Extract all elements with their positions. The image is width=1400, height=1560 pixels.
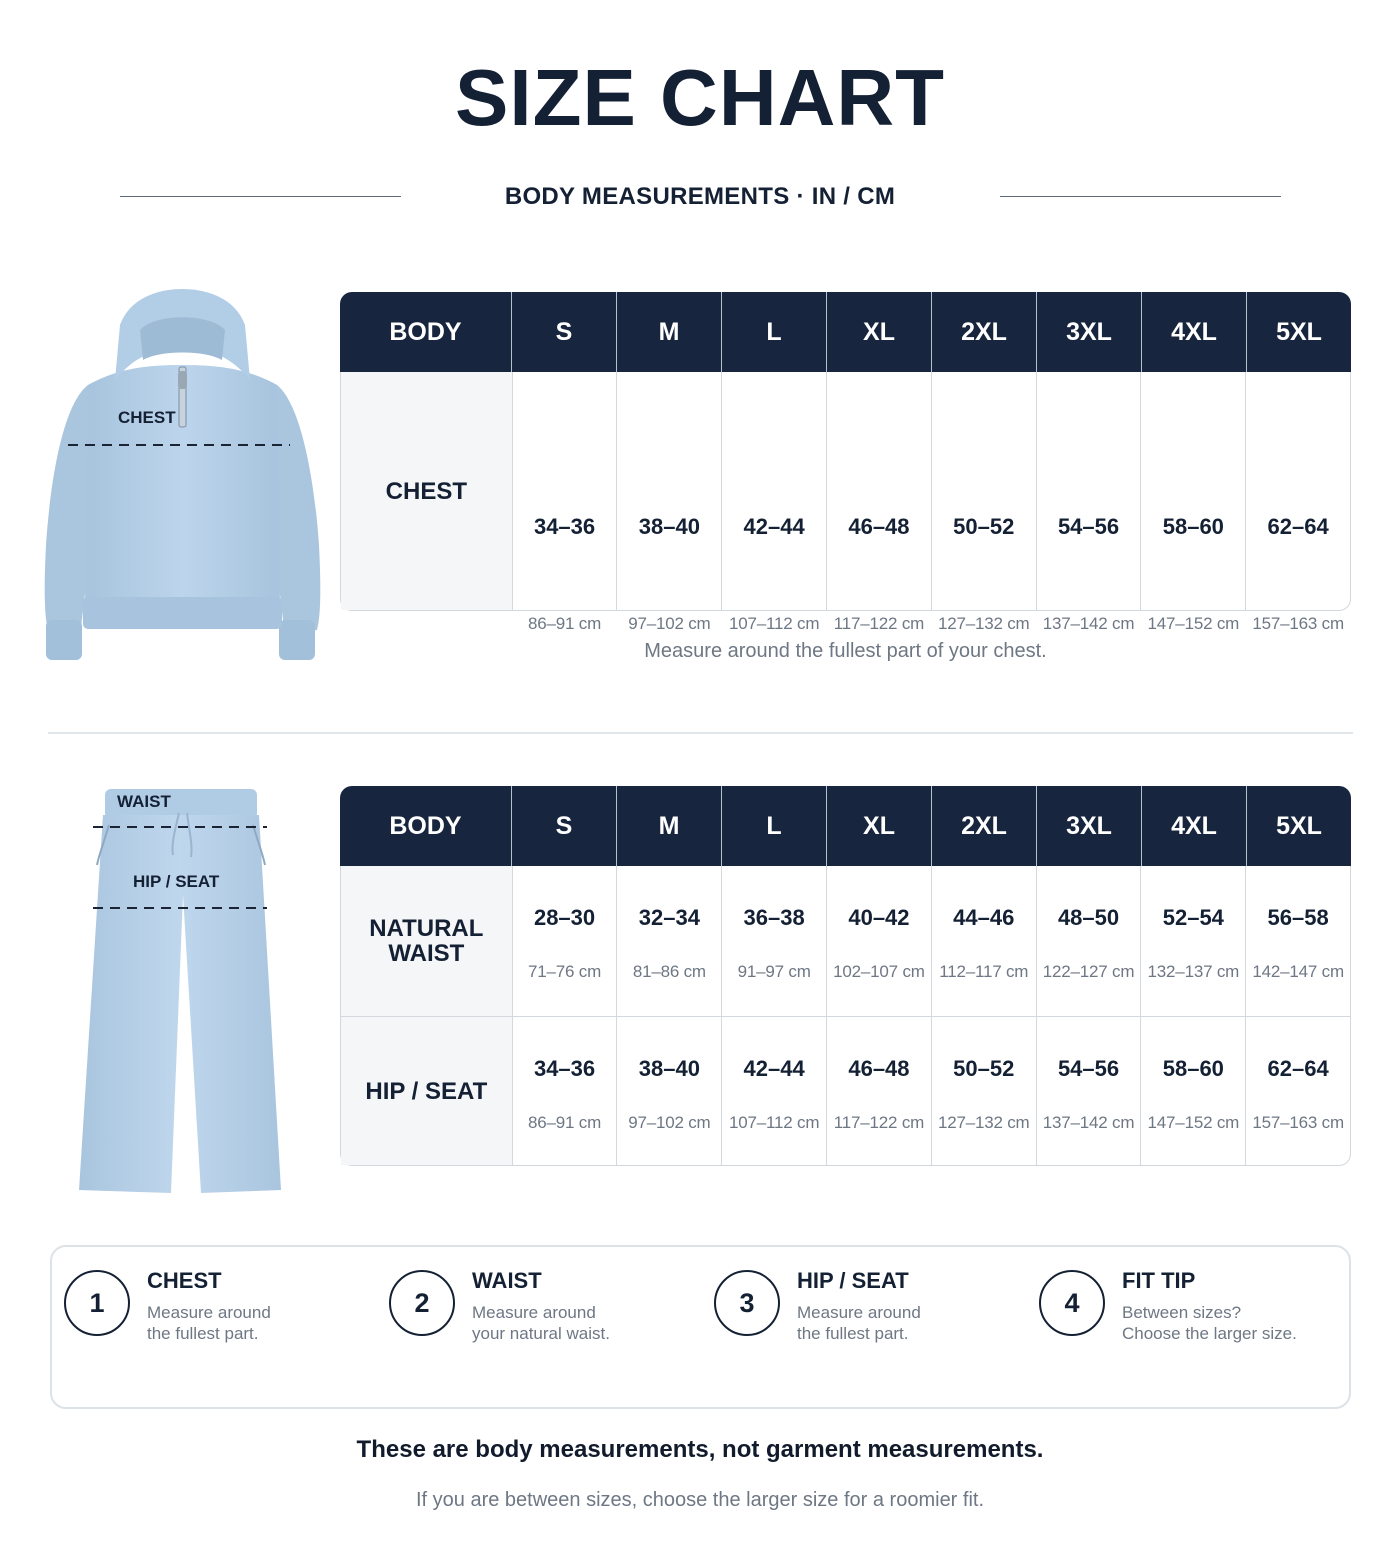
chest-measure-label: CHEST: [118, 408, 176, 427]
tip-line: Between sizes?: [1122, 1303, 1242, 1322]
inch-value: 54–56: [1057, 514, 1120, 539]
inch-value: 40–42: [848, 905, 910, 930]
step-number: 2: [389, 1270, 455, 1336]
page-subtitle: BODY MEASUREMENTS · IN / CM: [504, 183, 896, 210]
inch-value: 56–58: [1267, 905, 1329, 930]
cell-4xl: [1140, 1017, 1245, 1165]
cm-value: 147–152 cm: [1147, 1113, 1240, 1132]
row-label-line: NATURAL: [369, 915, 484, 942]
header-size-m: M: [616, 786, 721, 866]
cm-value: 112–117 cm: [939, 962, 1029, 981]
cm-value: 127–132 cm: [937, 1113, 1030, 1132]
tip-line: Choose the larger size.: [1122, 1324, 1297, 1343]
inch-value: 58–60: [1162, 1056, 1224, 1081]
cell-m: [616, 372, 721, 633]
header-size-l: L: [721, 786, 826, 866]
cell-4xl: [1140, 866, 1245, 1016]
cm-value: 107–112 cm: [728, 1113, 820, 1132]
cell-l: [721, 866, 826, 1016]
cm-value: 86–91 cm: [528, 1113, 602, 1132]
table-row: [341, 372, 1350, 633]
cell-xl: [826, 1017, 931, 1165]
cm-value: 157–163 cm: [1252, 614, 1344, 633]
cell-5xl: [1245, 1017, 1350, 1165]
inch-value: 34–36: [533, 1056, 596, 1081]
inch-value: 54–56: [1057, 1056, 1120, 1081]
cell-s: [512, 372, 617, 633]
row-label-hip-seat: HIP / SEAT: [341, 1017, 512, 1165]
table-header: [340, 292, 1351, 372]
cm-value: 86–91 cm: [528, 614, 602, 633]
tip-line: Measure around: [472, 1303, 596, 1322]
row-label-line: WAIST: [388, 940, 465, 967]
table-row: [341, 866, 1350, 1016]
cm-value: 71–76 cm: [528, 962, 602, 981]
header-size-5xl: 5XL: [1246, 786, 1351, 866]
cell-3xl: [1036, 372, 1141, 633]
tip-text: [472, 1302, 702, 1344]
inch-value: 52–54: [1162, 905, 1224, 930]
header-size-4xl: 4XL: [1141, 786, 1246, 866]
tip-line: the fullest part.: [797, 1324, 909, 1343]
tip-text: [797, 1302, 1027, 1344]
tip-line: the fullest part.: [147, 1324, 259, 1343]
cm-value: 132–137 cm: [1147, 962, 1240, 981]
cell-m: [616, 1017, 721, 1165]
cell-4xl: [1140, 372, 1245, 633]
measuring-tips: [50, 1245, 1351, 1409]
cell-2xl: [931, 372, 1036, 633]
cm-value: 122–127 cm: [1042, 962, 1135, 981]
cm-value: 157–163 cm: [1252, 1113, 1344, 1132]
cell-l: [721, 1017, 826, 1165]
inch-value: 38–40: [638, 1056, 700, 1081]
header-size-3xl: 3XL: [1036, 292, 1141, 372]
cell-m: [616, 866, 721, 1016]
cell-3xl: [1036, 1017, 1141, 1165]
cm-value: 81–86 cm: [632, 962, 706, 981]
inch-value: 36–38: [743, 905, 805, 930]
tip-text: [147, 1302, 377, 1344]
subtitle-rule-right: [1000, 196, 1281, 197]
fit-advice: If you are between sizes, choose the larger size for a roomier fit.: [415, 1489, 985, 1511]
inch-value: 62–64: [1267, 514, 1329, 539]
header-size-l: L: [721, 292, 826, 372]
header-body: BODY: [389, 317, 462, 346]
cell-l: [721, 372, 826, 633]
inch-value: 38–40: [638, 514, 700, 539]
cm-value: 107–112 cm: [728, 614, 820, 633]
cell-2xl: [931, 866, 1036, 1016]
page-title: SIZE CHART: [455, 53, 945, 142]
waist-hip-size-table: [340, 786, 1351, 1166]
header-body: BODY: [389, 811, 462, 840]
cm-value: 142–147 cm: [1252, 962, 1344, 981]
subtitle-rule-left: [120, 196, 401, 197]
tip-title: HIP / SEAT: [797, 1268, 909, 1293]
row-label-natural-waist: [341, 866, 512, 1016]
inch-value: 62–64: [1267, 1056, 1329, 1081]
table-row: [341, 1016, 1350, 1165]
inch-value: 28–30: [533, 905, 596, 930]
cm-value: 147–152 cm: [1147, 614, 1240, 633]
inch-value: 50–52: [953, 1056, 1015, 1081]
row-label-chest: CHEST: [341, 372, 512, 610]
tip-title: FIT TIP: [1122, 1268, 1196, 1293]
inch-value: 58–60: [1162, 514, 1224, 539]
inch-value: 44–46: [953, 905, 1015, 930]
step-number: 1: [64, 1270, 130, 1336]
header-size-xl: XL: [826, 292, 931, 372]
table-body: [340, 372, 1351, 633]
cell-5xl: [1245, 372, 1350, 633]
header-size-xl: XL: [826, 786, 931, 866]
tip-line: Measure around: [147, 1303, 271, 1322]
disclaimer: These are body measurements, not garment measurements.: [356, 1436, 1044, 1463]
inch-value: 34–36: [533, 514, 596, 539]
header-size-3xl: 3XL: [1036, 786, 1141, 866]
cell-s: [512, 866, 617, 1016]
step-number: 3: [714, 1270, 780, 1336]
waist-measure-label: WAIST: [117, 792, 171, 811]
cm-value: 117–122 cm: [833, 1113, 925, 1132]
cm-value: 137–142 cm: [1042, 1113, 1135, 1132]
tip-title: CHEST: [147, 1268, 222, 1293]
inch-value: 46–48: [848, 514, 910, 539]
inch-value: 48–50: [1057, 905, 1120, 930]
cm-value: 91–97 cm: [737, 962, 811, 981]
header-size-4xl: 4XL: [1141, 292, 1246, 372]
cell-3xl: [1036, 866, 1141, 1016]
cm-value: 97–102 cm: [628, 1113, 711, 1132]
cm-value: 127–132 cm: [937, 614, 1030, 633]
inch-value: 50–52: [953, 514, 1015, 539]
table-header: [340, 786, 1351, 866]
header-size-5xl: 5XL: [1246, 292, 1351, 372]
step-number: 4: [1039, 1270, 1105, 1336]
cm-value: 102–107 cm: [833, 962, 925, 981]
chest-note: Measure around the fullest part of your chest.: [644, 640, 1047, 662]
cell-s: [512, 1017, 617, 1165]
hoodie-illustration: [40, 285, 325, 665]
inch-value: 42–44: [743, 1056, 805, 1081]
inch-value: 46–48: [848, 1056, 910, 1081]
cell-xl: [826, 372, 931, 633]
sweatpants-illustration: [75, 785, 295, 1200]
inch-value: 32–34: [638, 905, 700, 930]
header-size-2xl: 2XL: [931, 292, 1036, 372]
chest-size-table: [340, 292, 1351, 633]
header-size-s: S: [511, 292, 616, 372]
header-size-s: S: [511, 786, 616, 866]
tip-text: [1122, 1302, 1352, 1344]
tip-line: your natural waist.: [472, 1324, 610, 1343]
cm-value: 97–102 cm: [628, 614, 711, 633]
inch-value: 42–44: [743, 514, 805, 539]
cm-value: 137–142 cm: [1042, 614, 1135, 633]
cell-2xl: [931, 1017, 1036, 1165]
table-body: [340, 866, 1351, 1166]
tip-line: Measure around: [797, 1303, 921, 1322]
cell-xl: [826, 866, 931, 1016]
header-size-2xl: 2XL: [931, 786, 1036, 866]
section-divider: [48, 732, 1353, 734]
hip-measure-label: HIP / SEAT: [133, 872, 220, 891]
cm-value: 117–122 cm: [833, 614, 925, 633]
tip-title: WAIST: [472, 1268, 542, 1293]
header-size-m: M: [616, 292, 721, 372]
cell-5xl: [1245, 866, 1350, 1016]
